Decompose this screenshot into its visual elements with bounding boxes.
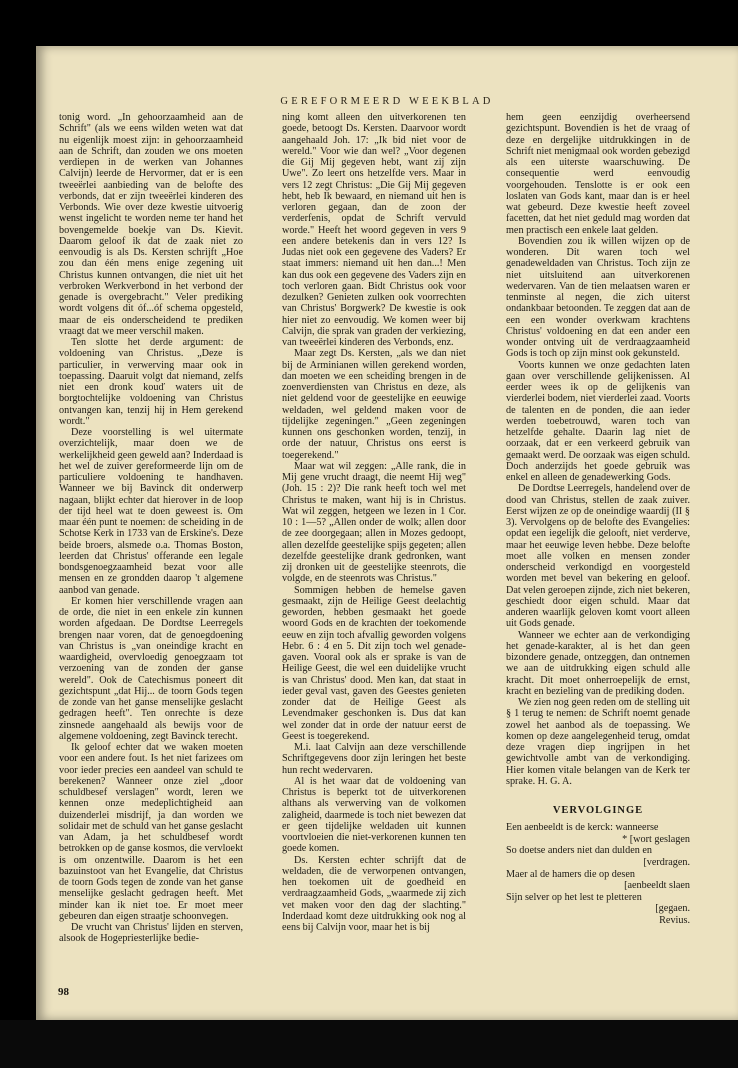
poem-line: Sijn selver op het lest te pletteren: [506, 891, 642, 903]
paragraph: Ik geloof echter dat we waken moeten voor een andere fout. Is het niet farizees om voor ieder precies een aandeel van schuld te berekenen? Wanneer onze ziel „door schuldbesef verslagen" wordt, leren we kennen onze medeplichtigheid aan duizenderlei misdrijf, ja dan worden we solidair met de schuld van het ganse geslacht van Adam, ja het schuldbesef wordt betrokken op de ganse kosmos, die vervloekt is om onzentwille. Daarom is het een bazuinstoot van het Evangelie, dat Christus de toorn Gods tegen de zonde van het ganse menselijke geslacht gedragen heeft. Met minder kan ik niet toe. Er moet meer gebeuren dan eigen straatje schoonvegen.: [59, 742, 243, 922]
magazine-page: [36, 46, 738, 1020]
page-number: 98: [58, 986, 69, 998]
scan-border-top: [0, 0, 738, 46]
paragraph: Al is het waar dat de voldoening van Christus is beperkt tot de uitverkorenen althans als verwerving van de volkomen zaligheid, daarmede is toch niet bewezen dat er geen tijdelijke weldaden uit kunnen voortvloeien die niet-verkorenen kunnen ten goede komen.: [282, 775, 466, 855]
poem: [506, 822, 690, 926]
paragraph: Deze voorstelling is wel uitermate overzichtelijk, maar doen we de werkelijkheid geen geweld aan? Inderdaad is het wel de zuiver gereformeerde lijn om de particuliere voldoening te handhaven. Wanneer we bij Bavinck dit onderwerp nagaan, blijkt echter dat hierover in de loop der tijd heel wat te doen geweest is. Om maar één punt te noemen: de scheiding in de Schotse Kerk in 1733 van de Erskine's. Deze beide broers, alsmede o.a. Thomas Boston, leerden dat Christus' offerande een legale bondsgenoegzaamheid bezat voor alle mensen en ze grondden daarop 't algemene aanbod van genade.: [59, 427, 243, 596]
text-column-3: [506, 112, 690, 976]
poem-line: [aenbeeldt slaen: [624, 880, 690, 892]
paragraph: Maar zegt Ds. Kersten, „als we dan niet bij de Arminianen willen gerekend worden, dan moeten we een scheiding brengen in de zoenverdiensten van Christus en deze, als niet geldend voor de geestelijke en eeuwige weldaden, wel geldend maken voor de tijdelijke zegeningen." „Geen zegeningen kunnen ons geschonken worden, tenzij, in orde der natuur, Christus ons eerst is toegerekend.": [282, 348, 466, 461]
poem-line: Maer al de hamers die op desen: [506, 868, 635, 880]
paragraph: Voorts kunnen we onze gedachten laten gaan over verschillende gelijkenissen. Al eerder wees ik op de gelijkenis van vierderlei bodem, niet vierderlei zaad. Voorts de talenten en de ponden, die aan ieder werden toebetrouwd, waren toch van hetzelfde gehalte. Daarin lag niet de oorzaak, dat er een verkeerd gebruik van gemaakt werd. De oorzaak was eigen schuld. Doch anderzijds het goede gebruik was enkel en alleen de genadewerking Gods.: [506, 359, 690, 483]
text-column-1: [59, 112, 243, 976]
poem-author: Revius.: [659, 915, 690, 926]
poem-line: * [wort geslagen: [622, 833, 690, 845]
poem-line: Een aenbeeldt is de kerck: wanneerse: [506, 822, 659, 834]
poem-line: So doetse anders niet dan dulden en: [506, 845, 652, 857]
paragraph: tonig word. „In gehoorzaamheid aan de Schrift" (als we eens wilden weten wat dat nu eigenlijk moest zijn: in gehoorzaamheid aan de Schrift, dan zouden we ons moeten verdiepen in de werken van Johannes Calvijn) leerde de Hervormer, dat er is een tweeërlei aanbieding van de belofte des verbonds, dat er zijn tweeërlei kinderen des Verbonds. Wie over deze kwestie uitvoerig wenst ingelicht te worden neme ter hand het bovengemelde boekje van Ds. Kievit. Daarom geloof ik dat de zaak niet zo eenvoudig is als Ds. Kersten schrijft „Hoe zou dan één mens enige zegening uit Christus kunnen ontvangen, die niet uit het verbroken Werkverbond in het verbond der genade is overgebracht." Veler prediking wordt volgens dit óf...óf schema opgesteld, maar de eis onderscheidend te prediken vraagt dat we meer verschil maken.: [59, 112, 243, 337]
scan-border-bottom: [0, 1020, 738, 1068]
poem-line: [verdragen.: [643, 857, 690, 869]
poem-title: VERVOLGINGE: [552, 805, 644, 816]
paragraph: ning komt alleen den uitverkorenen ten goede, betoogt Ds. Kersten. Daarvoor wordt aangehaald Joh. 17: „Ik bid niet voor de wereld." Voor wie dan wel? „Voor degenen die Gij Mij gegeven hebt, want zij zijn Uwe". Zo leert ons hetzelfde vers. Maar in vers 12 zegt Christus: „Die Gij Mij gegeven hebt, heb Ik bewaard, en niemand uit hen is verloren gegaan, dan de zoon der verderfenis, opdat de Schrift vervuld worde." Heeft het woord gegeven in vers 9 een andere betekenis dan in vers 12? Is Judas niet ook een gegevene des Vaders? Er staat immers: niemand uit hen dan...! Men kan dus ook een gegevene des Vaders zijn en toch verloren gaan. Bidt Christus ook voor dezulken? Genieten zulken ook voorrechten van Christus' Borgwerk? De kwestie is ook hier niet zo eenvoudig. We komen weer bij Calvijn, die sprak van graden der verkiezing, van tweeërlei kinderen des Verbonds, enz.: [282, 112, 466, 348]
paragraph: Bovendien zou ik willen wijzen op de wonderen. Dit waren toch wel genadeweldaden van Christus. Toch zijn ze niet uitsluitend aan uitverkorenen wedervaren. Van de tien melaatsen waren er tenminste al negen, die zich uiterst ondankbaar betoonden. Te zeggen dat aan de een een wonder overkwam krachtens Christus' voldoening en dat een ander een wonder ontving uit de verdraagzaamheid Gods is toch op zijn minst ook gekunsteld.: [506, 235, 690, 360]
paragraph: Sommigen hebben de hemelse gaven gesmaakt, zijn de Heilige Geest deelachtig geworden, hebben gesmaakt het goede woord Gods en de krachten der toekomende eeuw en zijn toch afvallig geworden volgens Hebr. 6 : 4 en 5. Dit zijn toch wel genade-gaven. Vooral ook als er sprake is van de Heilige Geest, die wel een duidelijke vrucht is van Christus' dood. Men kan, dat staat in ieder geval vast, gaven des Geestes genieten zonder dat de Heilige Geest als Levendmaker geschonken is. Dus dat kan wel zonder dat in orde der natuur eerst de Geest is toegerekend.: [282, 584, 466, 742]
paragraph: Maar wat wil zeggen: „Alle rank, die in Mij gene vrucht draagt, die neemt Hij weg" (Joh. 15 : 2)? Die rank heeft toch wel met Christus te maken, want hij is in Christus. Wat wil zeggen, hetgeen we lezen in 1 Cor. 10 : 1—5? „Allen onder de wolk; allen door de zee doorgegaan; allen in Mozes gedoopt, allen dezelfde geestelijke spijs gegeten; allen dezelfde geestelijke drank gedronken, want zij dronken uit de geestelijke steenrots, die volgde, en de steenrots was Christus.": [282, 460, 466, 585]
paragraph: Ten slotte het derde argument: de voldoening van Christus. „Deze is particulier, in verwerving maar ook in toepassing. Daaruit volgt dat niemand, zelfs niet een dronk kouď waters uit de borgtochtelijke voldoening van Christus ontvangen kan, tenzij hij in Hem gerekend wordt.": [59, 337, 243, 427]
paragraph: Ds. Kersten echter schrijft dat de weldaden, die de verworpenen ontvangen, hen toekomen uit de goedheid en verdraagzaamheid Gods, „waarmede zij zich vet maken voor den dag der slachting." Inderdaad komt deze uitdrukking ook nog al eens bij Calvijn voor, maar het is bij: [282, 854, 466, 933]
paragraph: De Dordtse Leerregels, handelend over de dood van Christus, stellen de zaak zuiver. Eerst wijzen ze op de oneindige waardij (II § 3). Vervolgens op de belofte des Evangelies: opdat een iegelijk die gelooft, niet verderve, maar het eeuwige leven hebbe. Deze belofte moet alle volken en mensen zonder onderscheid verkondigd en voorgesteld worden met bevel van bekering en geloof. Dat velen geroepen zijnde, zich niet bekeren, geschiedt door eigen schuld. Maar dat anderen waarlijk geloven komt voort alleen uit Gods genade.: [506, 483, 690, 630]
paragraph: M.i. laat Calvijn aan deze verschillende Schriftgegevens door zijn leringen het beste hun recht wedervaren.: [282, 742, 466, 776]
paragraph: We zien nog geen reden om de stelling uit § 1 terug te nemen: de Schrift noemt genade zowel het aanbod als de toepassing. We komen op deze aangelegenheid terug, omdat deze vragen diep ingrijpen in het gewichtvolle ambt van de verkondiging. Hier komen vitale belangen van de Kerk ter sprake. H. G. A.: [506, 697, 690, 787]
text-column-2: [282, 112, 466, 976]
poem-line: [gegaen.: [655, 903, 690, 915]
running-header: GEREFORMEERD WEEKBLAD: [280, 96, 494, 107]
paragraph: Er komen hier verschillende vragen aan de orde, die niet in een enkele zin kunnen worden afgedaan. De Dordtse Leerregels brengen naar voren, dat de genoegdoening van Christus is „van oneindige kracht en waardigheid, overvloedig genoegzaam tot verzoening van de zonden der ganse wereld". Ook de Catechismus poneert dit gezichtspunt „dat Hij... de toorn Gods tegen de zonde van het ganse menselijke geslacht gedragen heeft". Ten onrechte is deze zinsnede aangehaald als bewijs voor de algemene voldoening, zegt Bavinck terecht.: [59, 595, 243, 742]
paragraph: Wanneer we echter aan de verkondiging het genade-karakter, al is het dan geen bizondere genade, ontzeggen, dan ontnemen we aan de uitdrukking eigen schuld alle kracht. Dit moet onherroepelijk de ernst, kracht en bezieling van de prediking doden.: [506, 629, 690, 697]
paragraph: De vrucht van Christus' lijden en sterven, alsook de Hogepriesterlijke bedie-: [59, 922, 243, 945]
paragraph: hem geen eenzijdig overheersend gezichtspunt. Bovendien is het de vraag of deze en dergelijke uitdrukkingen in de Schrift niet menigmaal ook worden gebezigd als een uiterste waarschuwing. De consequentie werd eenvoudig voorgehouden. Tenslotte is er ook een loslaten van Gods kant, maar dan is er heel wat gebeurd. Deze kwestie heeft zoveel facetten, dat het niet geduld mag worden dat men practisch een enkele laat gelden.: [506, 112, 690, 236]
